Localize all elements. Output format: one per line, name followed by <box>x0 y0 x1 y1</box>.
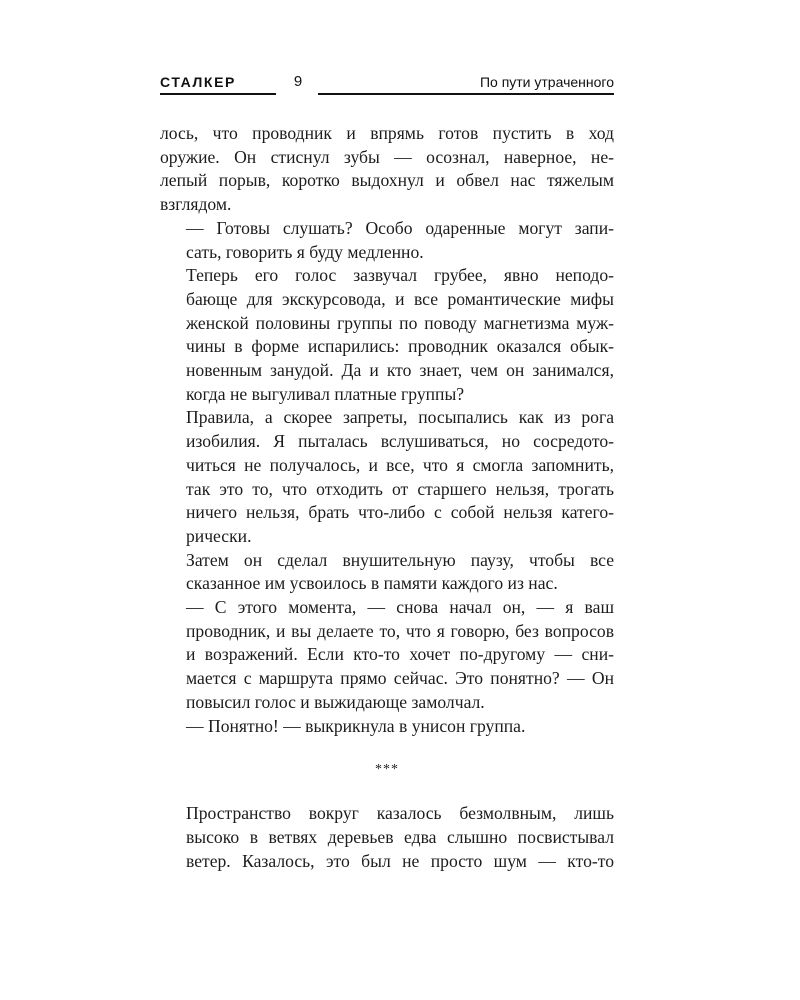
text-line: сказанное им усвоилось в памяти каждого из нас. <box>186 573 558 594</box>
text-line: лось, что проводник и впрямь готов пустить в ход <box>160 123 614 143</box>
header-rule-left <box>160 93 276 95</box>
text-line: оружие. Он стиснул зубы — осознал, наверное, не- <box>160 146 614 167</box>
paragraph <box>160 596 614 715</box>
text-line: высоко в ветвях деревьев едва слышно посвистывал <box>186 826 614 847</box>
text-line: — Понятно! — выкрикнула в унисон группа. <box>186 715 526 736</box>
book-title: По пути утраченного <box>479 74 614 90</box>
text-line: лепый порыв, коротко выдохнул и обвел нас тяжелым <box>160 170 614 191</box>
paragraph <box>160 122 614 217</box>
paragraph <box>160 549 614 596</box>
body-text <box>160 122 614 873</box>
paragraph <box>160 802 614 873</box>
text-line: сать, говорить я буду медленно. <box>186 241 424 262</box>
section-separator: *** <box>375 762 399 778</box>
text-line: Теперь его голос зазвучал грубее, явно неподо- <box>186 265 614 286</box>
text-line: когда не выгуливал платные группы? <box>186 383 465 404</box>
text-line: новенным занудой. Да и кто знает, чем он занимался, <box>186 360 614 381</box>
text-line: Правила, а скорее запреты, посыпались как из рога <box>186 407 614 428</box>
text-line: и возражений. Если кто-то хочет по-другому — сни- <box>186 644 614 665</box>
text-line: Затем он сделал внушительную паузу, чтобы все <box>186 549 614 570</box>
text-line: — Готовы слушать? Особо одаренные могут запи- <box>186 217 614 238</box>
text-line: мается с маршрута прямо сейчас. Это понятно? — Он <box>186 668 614 689</box>
text-block-after-break <box>160 802 614 873</box>
text-line: рически. <box>186 525 252 546</box>
series-name: СТАЛКЕР <box>160 74 236 90</box>
text-line: читься не получалось, и все, что я смогла запомнить, <box>186 454 614 475</box>
text-line: так это то, что отходить от старшего нельзя, трогать <box>186 478 614 499</box>
text-line: ничего нельзя, брать что-либо с собой нельзя катего- <box>186 502 614 523</box>
text-line: женской половины группы по поводу магнетизма муж- <box>186 312 614 333</box>
paragraph <box>160 264 614 406</box>
text-line: бающе для экскурсовода, и все романтические мифы <box>186 288 614 309</box>
running-header <box>0 0 800 100</box>
text-line: взглядом. <box>160 194 232 215</box>
page-number: 9 <box>293 73 303 90</box>
paragraph <box>160 715 614 739</box>
text-line: повысил голос и выжидающе замолчал. <box>186 691 485 712</box>
text-line: ветер. Казалось, это был не просто шум — кто-то <box>186 850 614 871</box>
paragraph <box>160 406 614 548</box>
text-line: Пространство вокруг казалось безмолвным, лишь <box>186 803 614 824</box>
header-rule-right <box>318 93 614 95</box>
paragraph <box>160 217 614 264</box>
text-line: изобилия. Я пыталась вслушиваться, но сосредото- <box>186 431 614 452</box>
text-line: проводник, и вы делаете то, что я говорю, без вопросов <box>186 620 614 641</box>
text-line: чины в форме испарились: проводник оказался обык- <box>186 336 614 357</box>
text-block-before-break <box>160 122 614 738</box>
text-line: — С этого момента, — снова начал он, — я ваш <box>186 597 614 618</box>
